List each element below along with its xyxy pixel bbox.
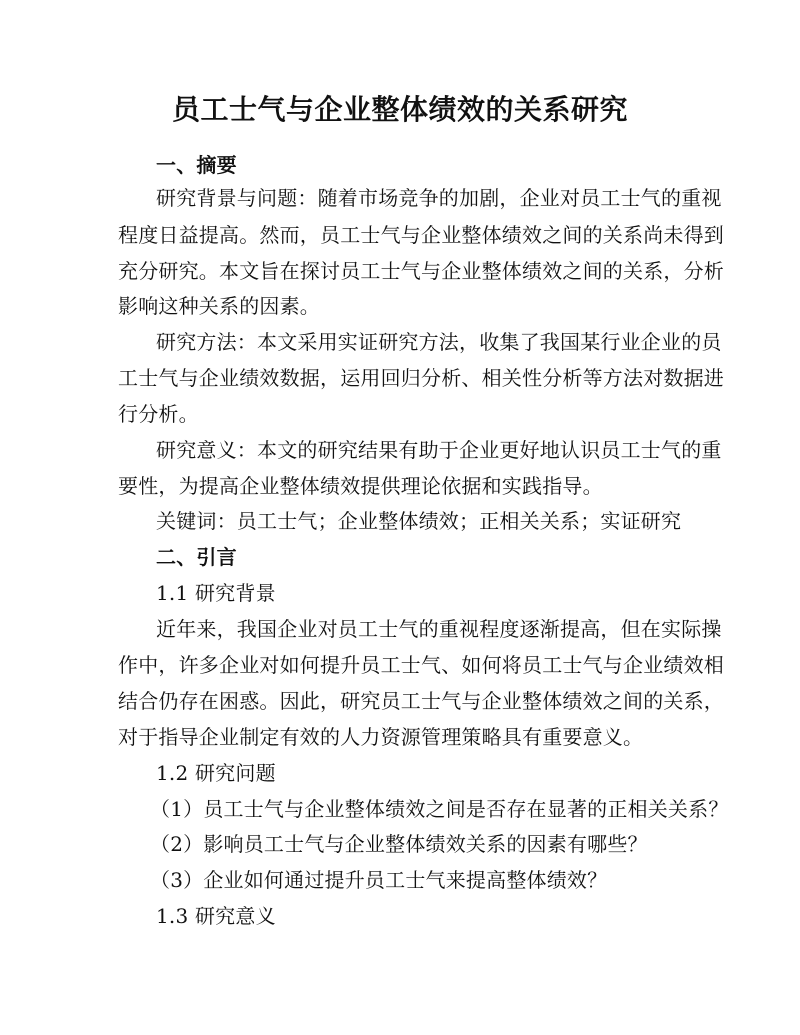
paragraph-line: 结合仍存在困惑。因此，研究员工士气与企业整体绩效之间的关系， [118, 689, 724, 713]
paragraph-line: 作中，许多企业对如何提升员工士气、如何将员工士气与企业绩效相 [118, 653, 724, 677]
section-heading: 1.3 研究意义 [156, 904, 276, 928]
paragraph-line: 程度日益提高。然而，员工士气与企业整体绩效之间的关系尚未得到 [118, 223, 724, 247]
paragraph-line: 对于指导企业制定有效的人力资源管理策略具有重要意义。 [118, 725, 644, 749]
paragraph-line: 研究方法：本文采用实证研究方法，收集了我国某行业企业的员 [156, 330, 722, 354]
paragraph-line: 工士气与企业绩效数据，运用回归分析、相关性分析等方法对数据进 [118, 366, 724, 390]
keywords-line: 关键词：员工士气；企业整体绩效；正相关关系；实证研究 [156, 509, 682, 533]
question-item: （1）员工士气与企业整体绩效之间是否存在显著的正相关关系？ [150, 797, 729, 821]
paragraph-line: 充分研究。本文旨在探讨员工士气与企业整体绩效之间的关系，分析 [118, 259, 724, 283]
question-item: （2）影响员工士气与企业整体绩效关系的因素有哪些？ [150, 832, 648, 856]
paragraph-line: 行分析。 [118, 402, 199, 426]
paragraph-line: 影响这种关系的因素。 [118, 294, 320, 318]
paragraph-line: 要性，为提高企业整体绩效提供理论依据和实践指导。 [118, 474, 603, 498]
intro-heading: 二、引言 [156, 545, 237, 569]
paragraph-line: 近年来，我国企业对员工士气的重视程度逐渐提高，但在实际操 [156, 617, 722, 641]
paragraph-line: 研究背景与问题：随着市场竞争的加剧，企业对员工士气的重视 [156, 186, 722, 210]
paragraph-line: 研究意义：本文的研究结果有助于企业更好地认识员工士气的重 [156, 438, 722, 462]
abstract-heading: 一、摘要 [156, 153, 237, 177]
page-title: 员工士气与企业整体绩效的关系研究 [171, 93, 628, 126]
section-heading: 1.2 研究问题 [156, 761, 276, 785]
question-item: （3）企业如何通过提升员工士气来提高整体绩效？ [150, 868, 608, 892]
section-heading: 1.1 研究背景 [156, 581, 276, 605]
